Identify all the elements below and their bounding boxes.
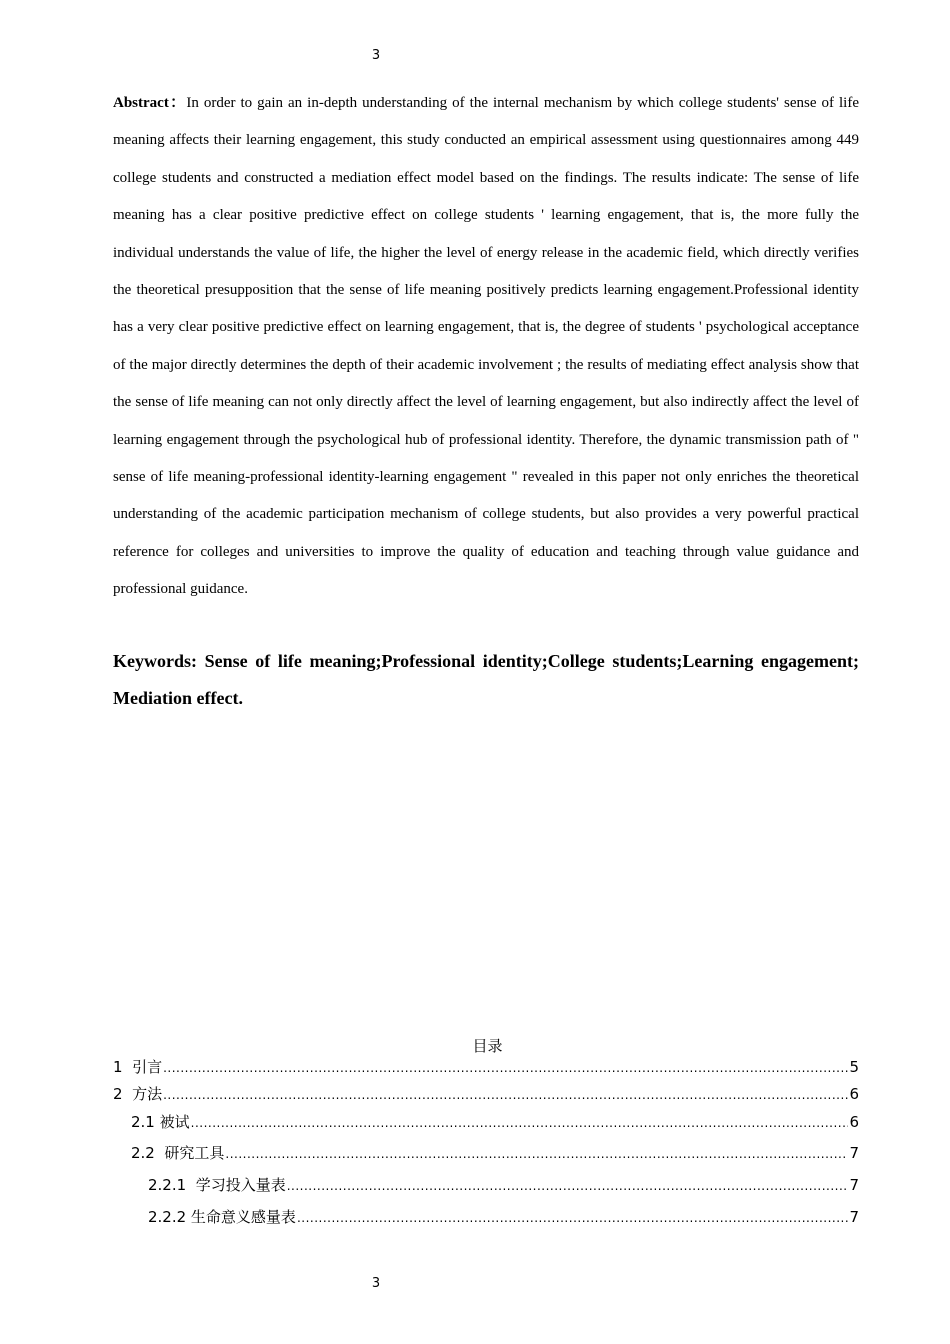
toc-leader <box>287 1179 849 1193</box>
toc-entry-participants[interactable] <box>131 1111 859 1132</box>
toc-entry-page: 5 <box>849 1058 859 1076</box>
toc-entry-label: 2.2.1 学习投入量表 <box>148 1176 286 1194</box>
toc-entry-label: 2 方法 <box>113 1085 163 1103</box>
toc-entry-page: 6 <box>849 1113 859 1131</box>
toc-entry-research-tools[interactable] <box>131 1142 859 1163</box>
toc-entry-page: 6 <box>849 1085 859 1103</box>
toc-leader <box>163 1088 848 1102</box>
toc-entry-page: 7 <box>849 1208 859 1226</box>
toc-leader <box>225 1147 848 1161</box>
toc-leader <box>297 1211 849 1225</box>
toc-entry-introduction[interactable] <box>113 1056 859 1077</box>
abstract-label: Abstract： <box>113 95 187 111</box>
keywords: Keywords: Sense of life meaning;Professional identity;College students;Learning engagement; Mediation effect. <box>113 651 859 708</box>
toc-entry-learning-engagement-scale[interactable] <box>148 1174 859 1195</box>
toc-entry-page: 7 <box>849 1176 859 1194</box>
toc-entry-page: 7 <box>849 1144 859 1162</box>
toc-entry-life-meaning-scale[interactable] <box>148 1206 859 1227</box>
page-number-top: 3 <box>371 48 381 63</box>
toc-entry-label: 2.2.2 生命意义感量表 <box>148 1208 296 1226</box>
toc-entry-label: 2.1 被试 <box>131 1113 190 1131</box>
toc-entry-label: 1 引言 <box>113 1058 163 1076</box>
toc-leader <box>163 1061 848 1075</box>
toc-entry-label: 2.2 研究工具 <box>131 1144 225 1162</box>
toc-leader <box>191 1116 849 1130</box>
abstract-paragraph <box>113 85 859 609</box>
toc-title: 目录 <box>472 1037 503 1055</box>
abstract-text: In order to gain an in-depth understanding of the internal mechanism by which college students' sense of life meaning affects their learning engagement, this study conducted an empirical assessment using questionnaires among 449 college students and constructed a mediation effect model based on the findings. The results indicate: The sense of life meaning has a clear positive predictive effect on college students ' learning engagement, that is, the more fully the individual understands the value of life, the higher the level of energy release in the academic field, which directly verifies the theoretical presupposition that the sense of life meaning positively predicts learning engagement.Professional identity has a very clear positive predictive effect on learning engagement, that is, the degree of students ' psychological acceptance of the major directly determines the depth of their academic involvement ; the results of mediating effect analysis show that the sense of life meaning can not only directly affect the level of learning engagement, but also indirectly affect the level of learning engagement through the psychological hub of professional identity. Therefore, the dynamic transmission path of " sense of life meaning-professional identity-learning engagement " revealed in this paper not only enriches the theoretical understanding of the academic participation mechanism of college students, but also provides a very powerful practical reference for colleges and universities to improve the quality of education and teaching through value guidance and professional guidance. <box>113 95 859 598</box>
page-number-bottom: 3 <box>371 1276 381 1291</box>
toc-entry-method[interactable] <box>113 1083 859 1104</box>
